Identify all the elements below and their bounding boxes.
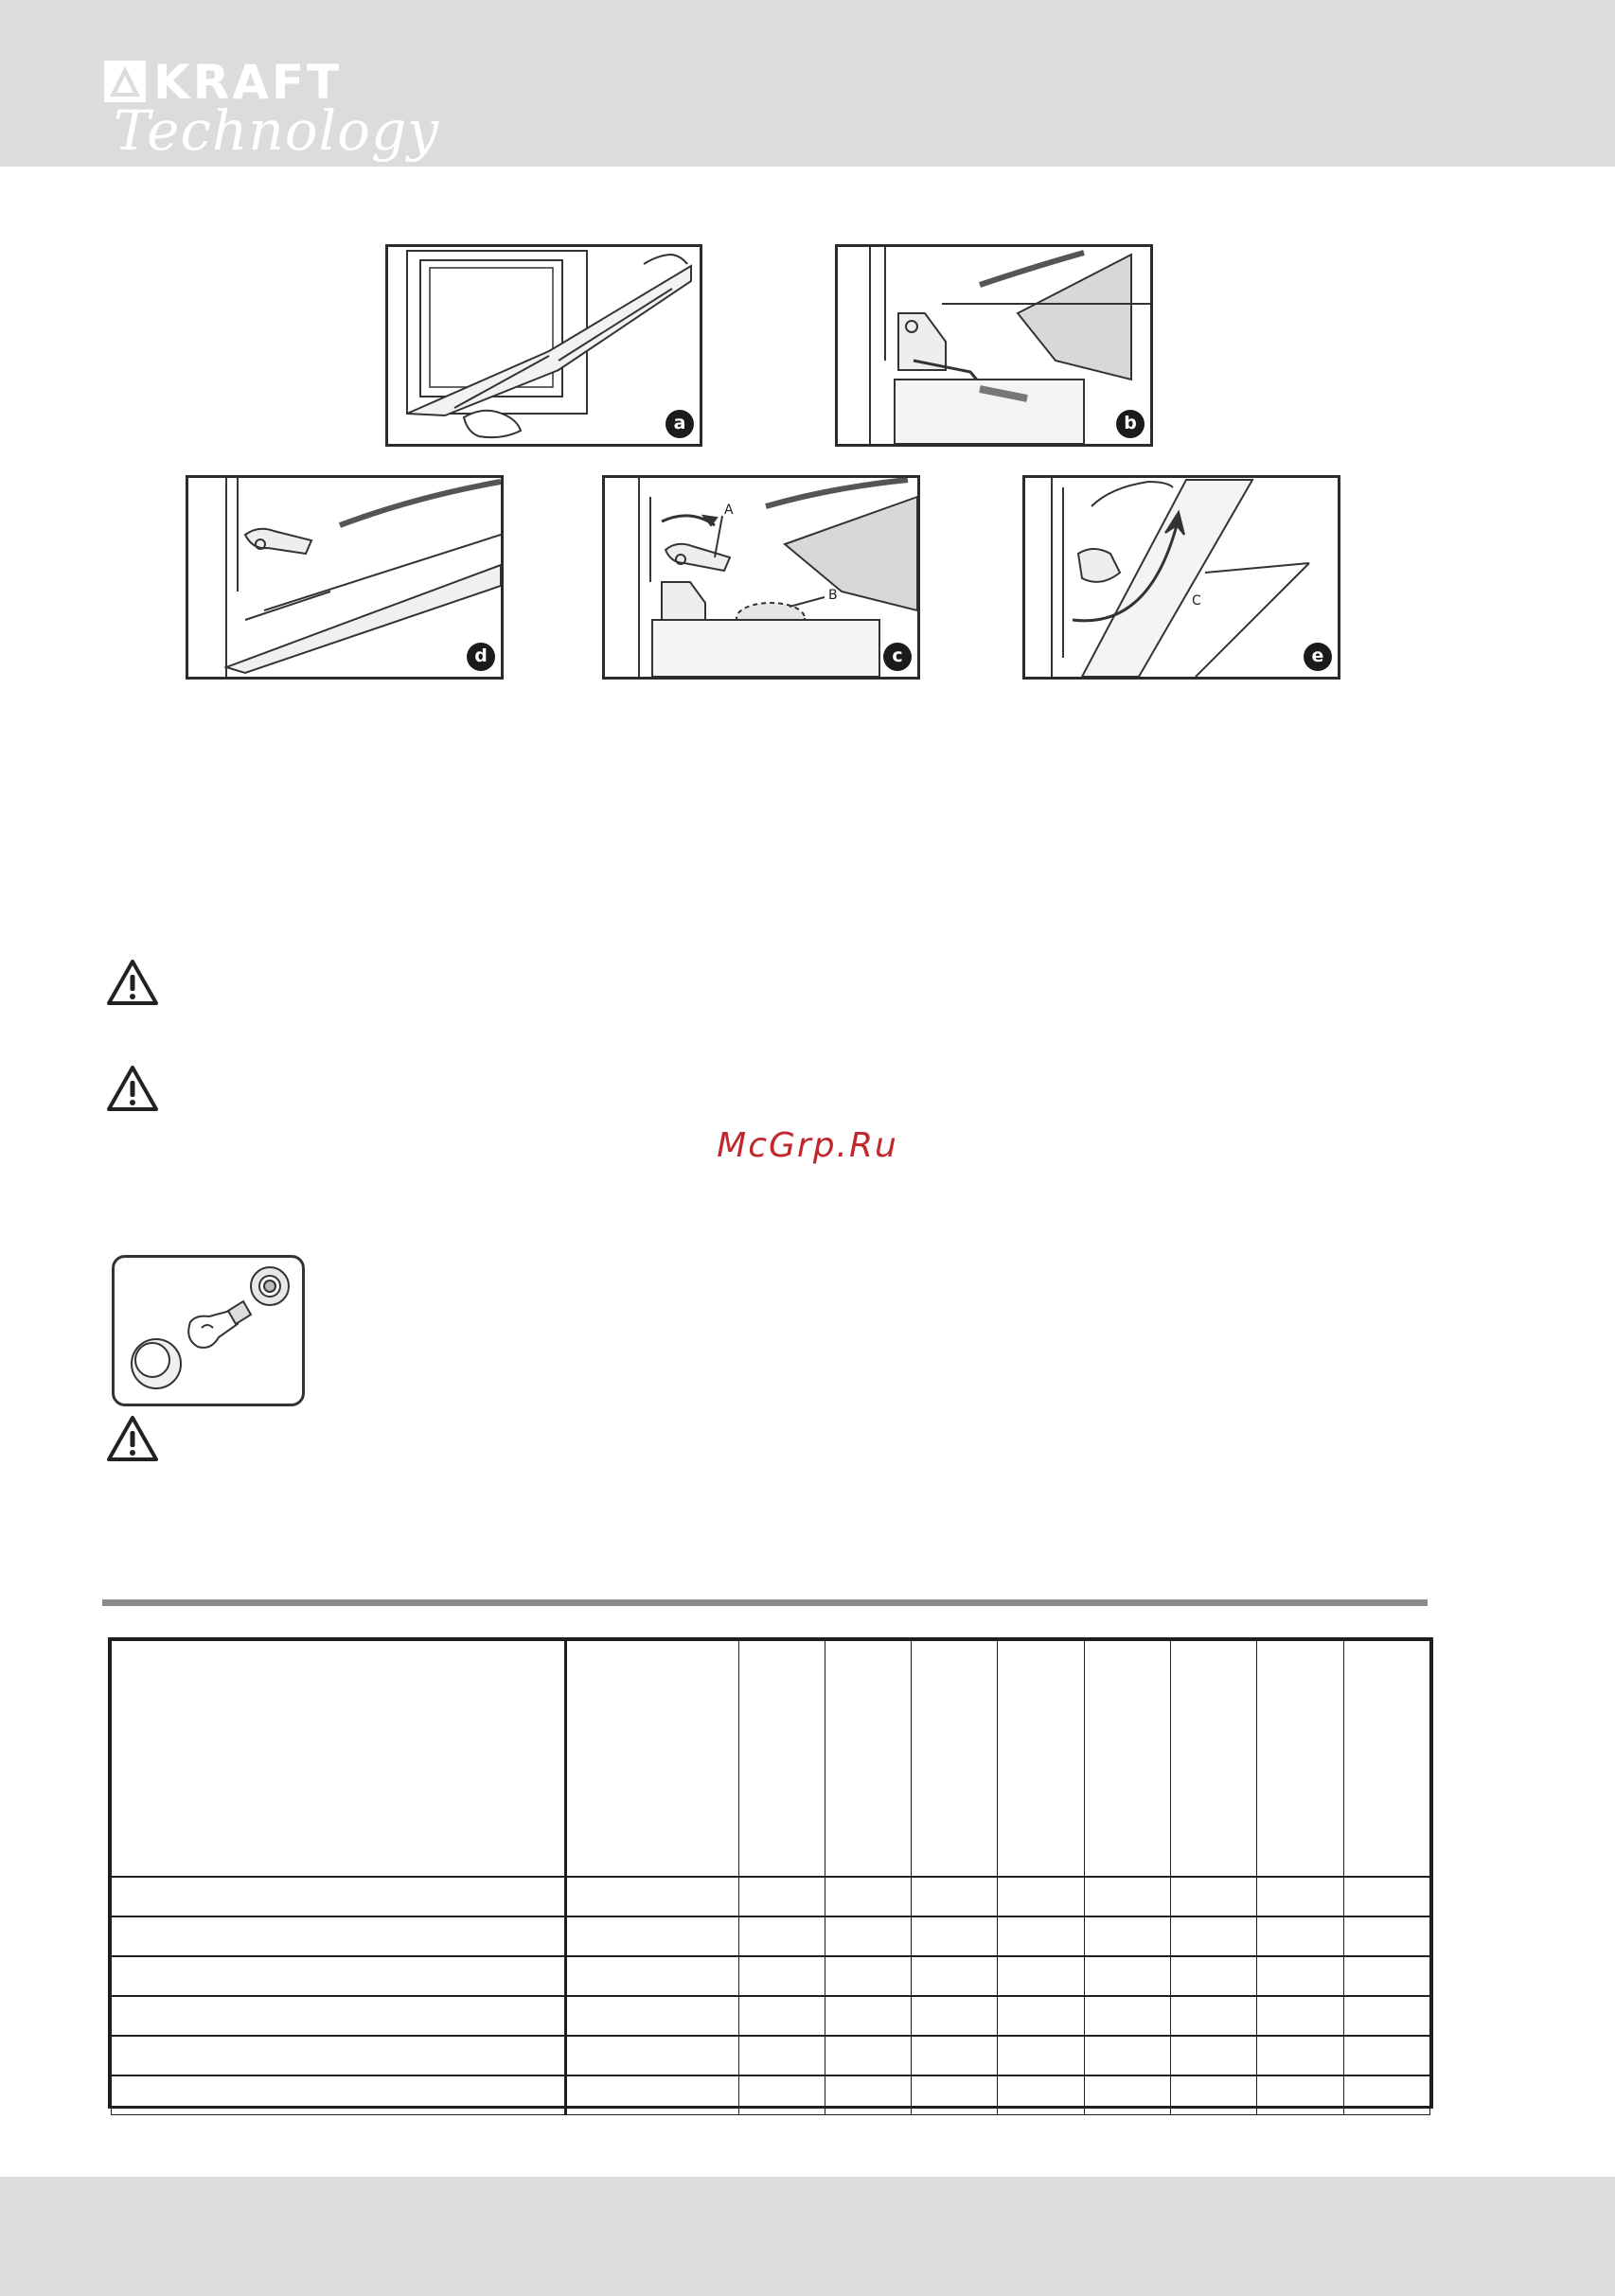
- figure-a: [385, 244, 702, 447]
- table-cell: [112, 2036, 566, 2075]
- table-cell: [1343, 1996, 1429, 2036]
- table-cell: [825, 1877, 911, 1916]
- table-cell: [1257, 1641, 1343, 1878]
- table-row: [112, 1996, 1430, 2036]
- table-cell: [998, 1916, 1084, 1956]
- table-cell: [1343, 1916, 1429, 1956]
- figure-c: [602, 475, 920, 680]
- table-cell: [1343, 1956, 1429, 1996]
- logo-mark-icon: [104, 61, 146, 102]
- table-cell: [112, 1877, 566, 1916]
- figure-e: [1022, 475, 1340, 680]
- table-cell: [738, 2036, 825, 2075]
- figure-b-drawing: [838, 247, 1150, 444]
- table-cell: [912, 1641, 998, 1878]
- figure-b-badge: b: [1116, 410, 1145, 438]
- callout-B: B: [828, 588, 838, 603]
- table-cell: [1084, 2036, 1170, 2075]
- table-cell: [1171, 1916, 1257, 1956]
- figure-d-badge: d: [467, 643, 495, 671]
- table-cell: [566, 2075, 739, 2115]
- figure-c-drawing: [605, 478, 917, 677]
- table-cell: [112, 1641, 566, 1878]
- figure-e-badge: e: [1304, 643, 1332, 671]
- table-cell: [1257, 2075, 1343, 2115]
- figure-d: [186, 475, 504, 680]
- table-cell: [998, 2075, 1084, 2115]
- warning-triangle-icon: [106, 1414, 159, 1463]
- table-cell: [998, 1956, 1084, 1996]
- table-cell: [1257, 1996, 1343, 2036]
- table-cell: [1171, 1877, 1257, 1916]
- table-cell: [825, 1641, 911, 1878]
- table-cell: [738, 1996, 825, 2036]
- section-divider: [102, 1599, 1428, 1606]
- spec-table: [108, 1637, 1433, 2109]
- table-cell: [1084, 1916, 1170, 1956]
- table-cell: [112, 2075, 566, 2115]
- table-cell: [912, 1996, 998, 2036]
- table-cell: [1171, 1641, 1257, 1878]
- table-cell: [912, 1956, 998, 1996]
- table-cell: [825, 1956, 911, 1996]
- figure-d-drawing: [188, 478, 501, 677]
- table-cell: [1171, 1996, 1257, 2036]
- table-cell: [1343, 2075, 1429, 2115]
- table-cell: [998, 1877, 1084, 1916]
- table-row: [112, 1956, 1430, 1996]
- callout-A: A: [724, 503, 734, 518]
- table-row: [112, 2036, 1430, 2075]
- table-cell: [1257, 1956, 1343, 1996]
- table-row: [112, 2075, 1430, 2115]
- page-header: [0, 0, 1615, 167]
- figure-a-badge: a: [666, 410, 694, 438]
- table-cell: [112, 1996, 566, 2036]
- table-cell: [1084, 1956, 1170, 1996]
- table-cell: [566, 1996, 739, 2036]
- brand-tagline: Technology: [114, 98, 439, 163]
- table-cell: [912, 2075, 998, 2115]
- warning-triangle-icon: [106, 958, 159, 1007]
- table-cell: [825, 2075, 911, 2115]
- table-cell: [1257, 2036, 1343, 2075]
- table-cell: [825, 1996, 911, 2036]
- warning-triangle-icon: [106, 1064, 159, 1113]
- table-cell: [998, 2036, 1084, 2075]
- table-cell: [1171, 1956, 1257, 1996]
- table-cell: [1343, 1877, 1429, 1916]
- table-cell: [566, 1916, 739, 1956]
- table-cell: [566, 2036, 739, 2075]
- table-cell: [912, 1916, 998, 1956]
- table-cell: [825, 1916, 911, 1956]
- brand-logo: [104, 55, 439, 170]
- lamp-parts-drawing: [115, 1258, 302, 1404]
- table-cell: [566, 1956, 739, 1996]
- table-cell: [912, 1877, 998, 1916]
- oven-lamp-icon: [112, 1255, 305, 1406]
- table-cell: [1084, 1641, 1170, 1878]
- table-cell: [1084, 1996, 1170, 2036]
- table-cell: [566, 1641, 739, 1878]
- figure-c-badge: c: [883, 643, 912, 671]
- table-cell: [738, 1916, 825, 1956]
- brand-name: KRAFT: [153, 55, 343, 110]
- table-row: [112, 1916, 1430, 1956]
- table-cell: [738, 1641, 825, 1878]
- page-footer: [0, 2177, 1615, 2296]
- table-header-row: [112, 1641, 1430, 1878]
- table-cell: [1257, 1877, 1343, 1916]
- table-cell: [1171, 2075, 1257, 2115]
- table-cell: [738, 1956, 825, 1996]
- table-cell: [1257, 1916, 1343, 1956]
- watermark: McGrp.Ru: [717, 1126, 898, 1165]
- table-cell: [738, 1877, 825, 1916]
- figure-b: [835, 244, 1153, 447]
- callout-C: C: [1192, 593, 1201, 609]
- table-row: [112, 1877, 1430, 1916]
- table-cell: [912, 2036, 998, 2075]
- table-cell: [1343, 1641, 1429, 1878]
- table-cell: [998, 1996, 1084, 2036]
- table-cell: [738, 2075, 825, 2115]
- table-cell: [1171, 2036, 1257, 2075]
- table-cell: [112, 1916, 566, 1956]
- table-cell: [1343, 2036, 1429, 2075]
- figure-e-drawing: [1025, 478, 1338, 677]
- table-cell: [112, 1956, 566, 1996]
- table-cell: [1084, 1877, 1170, 1916]
- table-cell: [998, 1641, 1084, 1878]
- table-cell: [566, 1877, 739, 1916]
- table-cell: [1084, 2075, 1170, 2115]
- figure-a-drawing: [388, 247, 700, 444]
- table-cell: [825, 2036, 911, 2075]
